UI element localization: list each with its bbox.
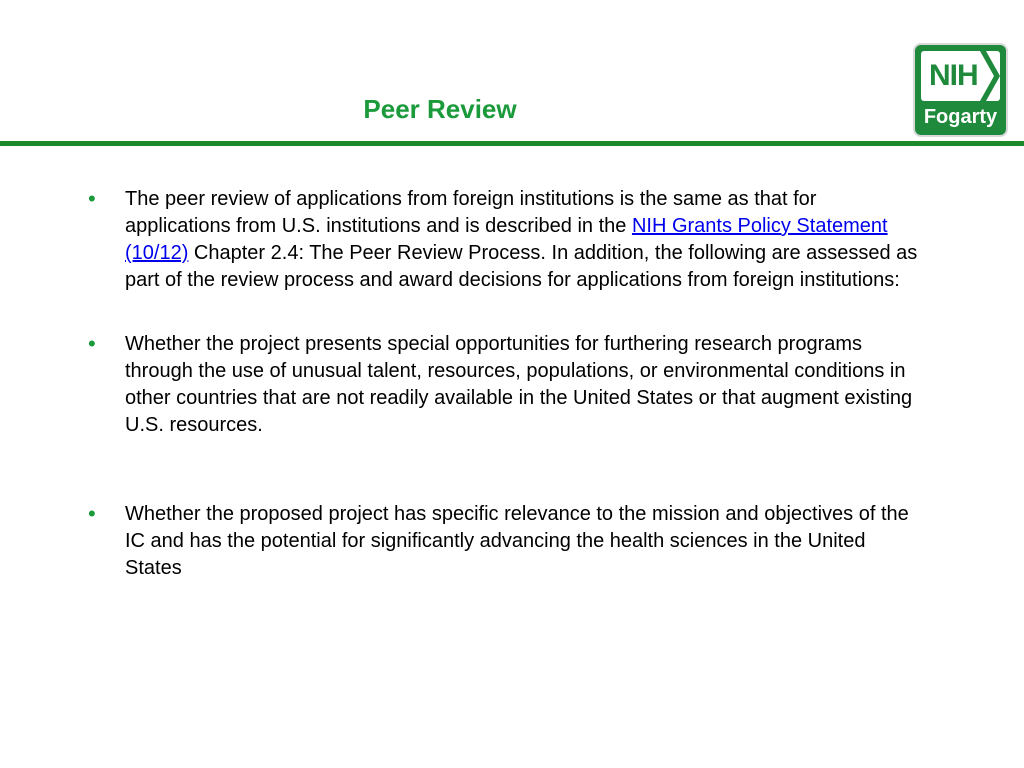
bullet-item-1 [88, 186, 924, 294]
bullet-item-2 [88, 331, 924, 439]
logo-nih-text: NIH [929, 59, 978, 92]
bullet-1-text-before: The peer review of applications from foreign institutions is the same as that for applications from U.S. institutions and is described in the [125, 188, 817, 237]
title-divider [0, 141, 1024, 146]
slide-title: Peer Review [363, 94, 517, 124]
bullet-3-text: Whether the proposed project has specific relevance to the mission and objectives of the IC and has the potential for significantly advancing the health sciences in the United States [125, 503, 909, 579]
bullet-dot-icon: • [88, 331, 96, 356]
bullet-1-text-after: Chapter 2.4: The Peer Review Process. In addition, the following are assessed as part of the review process and award decisions for applications from foreign institutions: [125, 242, 918, 291]
bullet-item-3 [88, 501, 924, 582]
logo-nih-badge [921, 51, 1000, 101]
logo-fogarty-text: Fogarty [923, 106, 998, 128]
bullet-dot-icon: • [88, 186, 96, 211]
nih-fogarty-logo [913, 43, 1008, 137]
chevron-icon [980, 51, 1000, 101]
bullet-dot-icon: • [88, 501, 96, 526]
bullet-2-text: Whether the project presents special opportunities for furthering research programs through the use of unusual talent, resources, populations, or environmental conditions in other countries that are not readily available in the United States or that augment existing U.S. resources. [125, 333, 913, 436]
nih-grants-policy-link[interactable]: NIH Grants Policy Statement (10/12) [125, 215, 888, 264]
bullet-list [88, 186, 924, 582]
